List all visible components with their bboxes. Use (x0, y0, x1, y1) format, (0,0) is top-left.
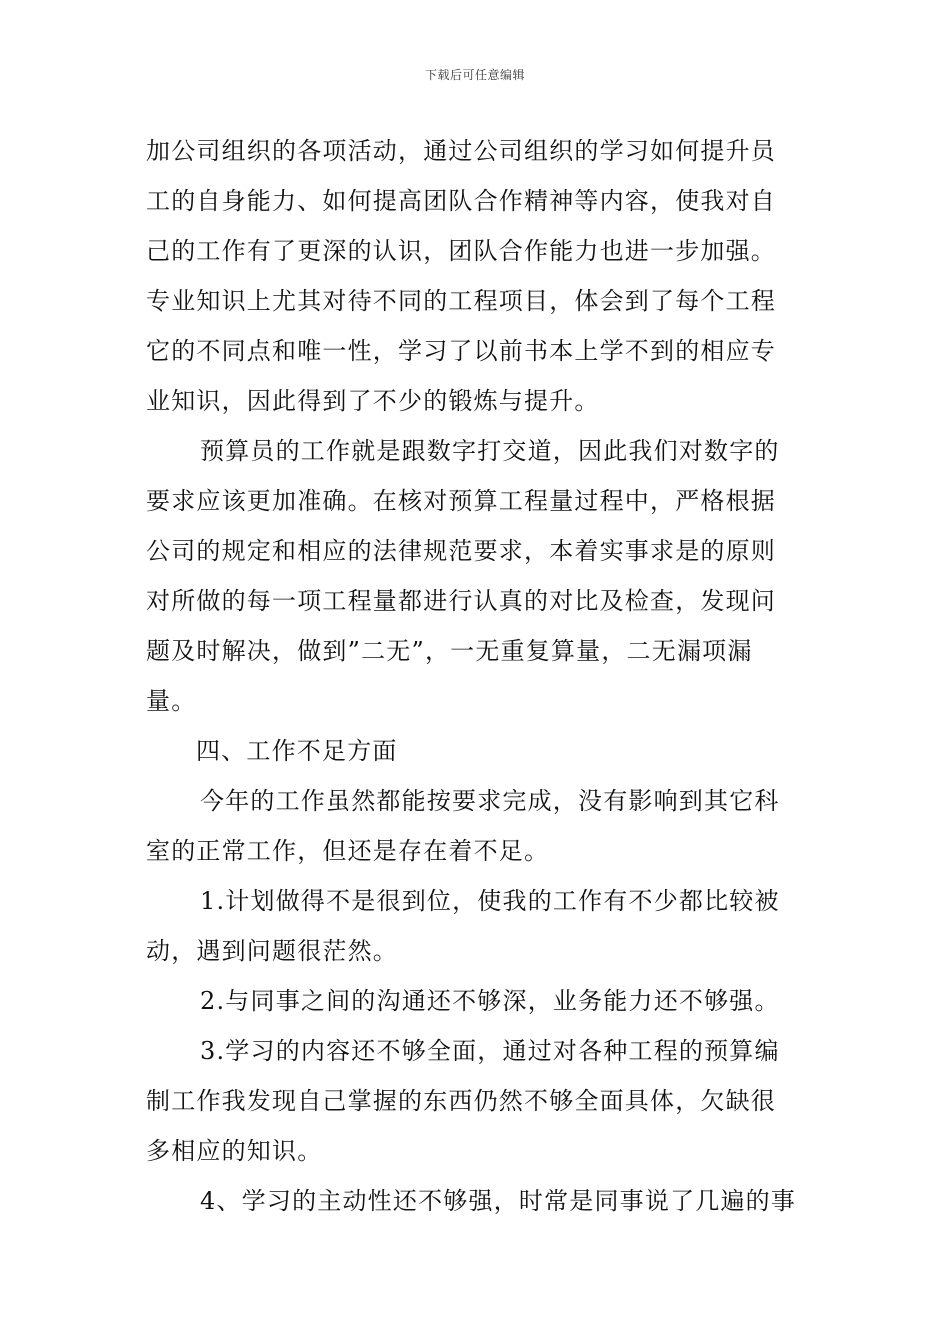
list-item-2: 2.与同事之间的沟通还不够深，业务能力还不够强。 (200, 987, 780, 1015)
text-line: 加公司组织的各项活动，通过公司组织的学习如何提升员 (146, 137, 776, 165)
text-line: 要求应该更加准确。在核对预算工程量过程中，严格根据 (146, 487, 776, 515)
text-line: 制工作我发现自己掌握的东西仍然不够全面具体，欠缺很 (146, 1087, 776, 1115)
document-body (146, 126, 812, 1226)
text-line: 公司的规定和相应的法律规范要求，本着实事求是的原则 (146, 537, 776, 565)
paragraph-first-line: 预算员的工作就是跟数字打交道，因此我们对数字的 (200, 437, 780, 465)
text-line: 题及时解决，做到”二无”，一无重复算量，二无漏项漏 (146, 637, 753, 665)
paragraph-first-line: 今年的工作虽然都能按要求完成，没有影响到其它科 (200, 787, 780, 815)
text-line: 室的正常工作，但还是存在着不足。 (146, 837, 550, 865)
text-line: 动，遇到问题很茫然。 (146, 937, 398, 965)
text-line: 对所做的每一项工程量都进行认真的对比及检查，发现问 (146, 587, 776, 615)
list-item-3: 3.学习的内容还不够全面，通过对各种工程的预算编 (200, 1037, 780, 1065)
text-line: 专业知识上尤其对待不同的工程项目，体会到了每个工程 (146, 287, 776, 315)
text-line: 多相应的知识。 (146, 1137, 323, 1165)
list-item-1: 1.计划做得不是很到位，使我的工作有不少都比较被 (200, 887, 780, 915)
page-header: 下载后可任意编辑 (424, 68, 525, 82)
text-line: 它的不同点和唯一性，学习了以前书本上学不到的相应专 (146, 337, 776, 365)
text-line: 工的自身能力、如何提高团队合作精神等内容，使我对自 (146, 187, 776, 215)
text-line: 业知识，因此得到了不少的锻炼与提升。 (146, 387, 600, 415)
section-heading: 四、工作不足方面 (196, 737, 398, 765)
text-line: 己的工作有了更深的认识，团队合作能力也进一步加强。 (146, 237, 776, 265)
list-item-4: 4、学习的主动性还不够强，时常是同事说了几遍的事 (200, 1187, 797, 1215)
text-line: 量。 (146, 687, 197, 715)
